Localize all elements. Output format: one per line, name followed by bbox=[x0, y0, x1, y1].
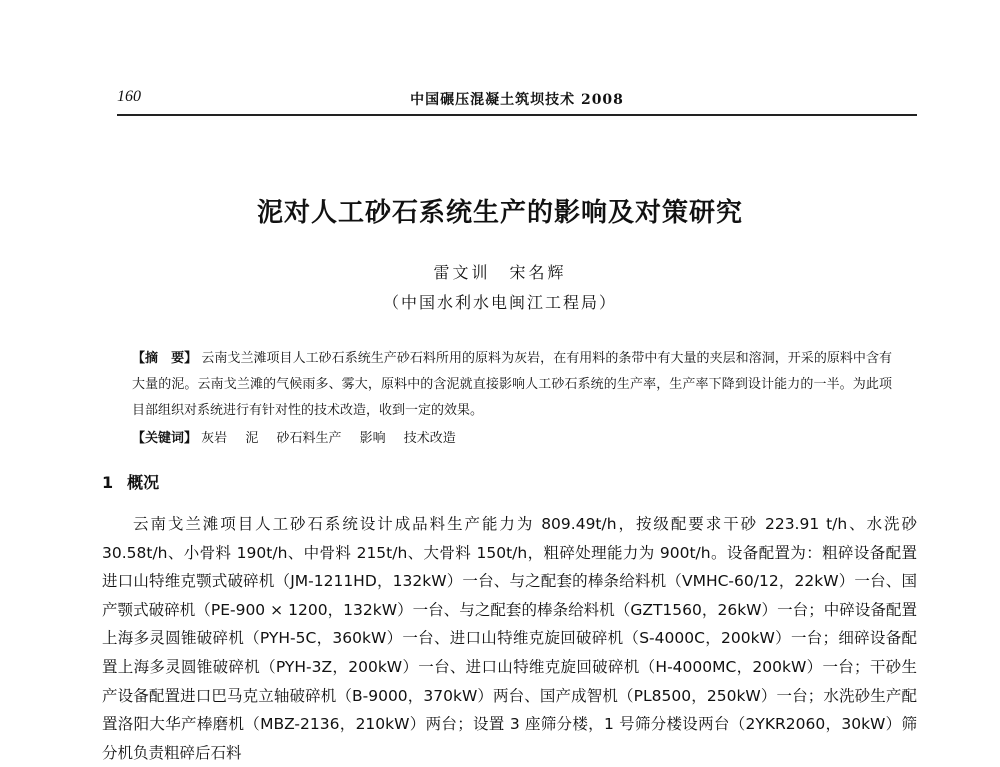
keyword: 灰岩 bbox=[201, 431, 228, 446]
abstract-text: 云南戈兰滩项目人工砂石系统生产砂石料所用的原料为灰岩，在有用料的条带中有大量的夹层和溶洞，开采的原料中含有大量的泥。云南戈兰滩的气候雨多、雾大，原料中的含泥就直接影响人工砂石系统的生产率，生产率下降到设计能力的一半。为此项目部组织对系统进行有针对性的技术改造，收到一定的效果。 bbox=[132, 351, 892, 418]
body-paragraph: 云南戈兰滩项目人工砂石系统设计成品料生产能力为 809.49t/h，按级配要求干砂 223.91 t/h、水洗砂 30.58t/h、小骨料 190t/h、中骨料 215t/h、大骨料 150t/h，粗碎处理能力为 900t/h。设备配置为：粗碎设备配置进口山特维克颚式破碎机（JM-1211HD，132kW）一台、与之配套的棒条给料机（VMHC-60/12，22kW）一台、国产颚式破碎机（PE-900 × 1200，132kW）一台、与之配套的棒条给料机（GZT1560，26kW）一台；中碎设备配置上海多灵圆锥破碎机（PYH-5C，360kW）一台、进口山特维克旋回破碎机（S-4000C，200kW）一台；细碎设备配置上海多灵圆锥破碎机（PYH-3Z，200kW）一台、进口山特维克旋回破碎机（H-4000MC，200kW）一台；干砂生产设备配置进口巴马克立轴破碎机（B-9000，370kW）两台、国产成智机（PL8500，250kW）一台；水洗砂生产配置洛阳大华产棒磨机（MBZ-2136，210kW）两台；设置 3 座筛分楼，1 号筛分楼设两台（2YKR2060，30kW）筛分机负责粗碎后石料 bbox=[102, 515, 917, 762]
journal-title: 中国碾压混凝土筑坝技术 2008 bbox=[410, 92, 624, 108]
keyword: 砂石料生产 bbox=[276, 431, 342, 446]
page-number: 160 bbox=[117, 88, 141, 105]
abstract-paragraph bbox=[132, 346, 892, 424]
keywords-label: 【关键词】 bbox=[132, 431, 198, 446]
body-text bbox=[102, 510, 917, 767]
section-title: 概况 bbox=[127, 473, 160, 492]
running-header bbox=[117, 88, 917, 116]
section-heading bbox=[102, 470, 159, 493]
paper-title: 泥对人工砂石系统生产的影响及对策研究 bbox=[256, 198, 743, 228]
authors: 雷文训 宋名辉 bbox=[433, 263, 567, 282]
affiliation: （中国水利水电闽江工程局） bbox=[382, 293, 617, 312]
keywords bbox=[132, 428, 892, 450]
abstract-label: 【摘 要】 bbox=[132, 351, 198, 366]
keyword: 泥 bbox=[245, 431, 259, 446]
section-number: 1 bbox=[102, 473, 114, 492]
abstract bbox=[132, 346, 892, 424]
keyword: 技术改造 bbox=[403, 431, 456, 446]
keyword: 影响 bbox=[359, 431, 386, 446]
